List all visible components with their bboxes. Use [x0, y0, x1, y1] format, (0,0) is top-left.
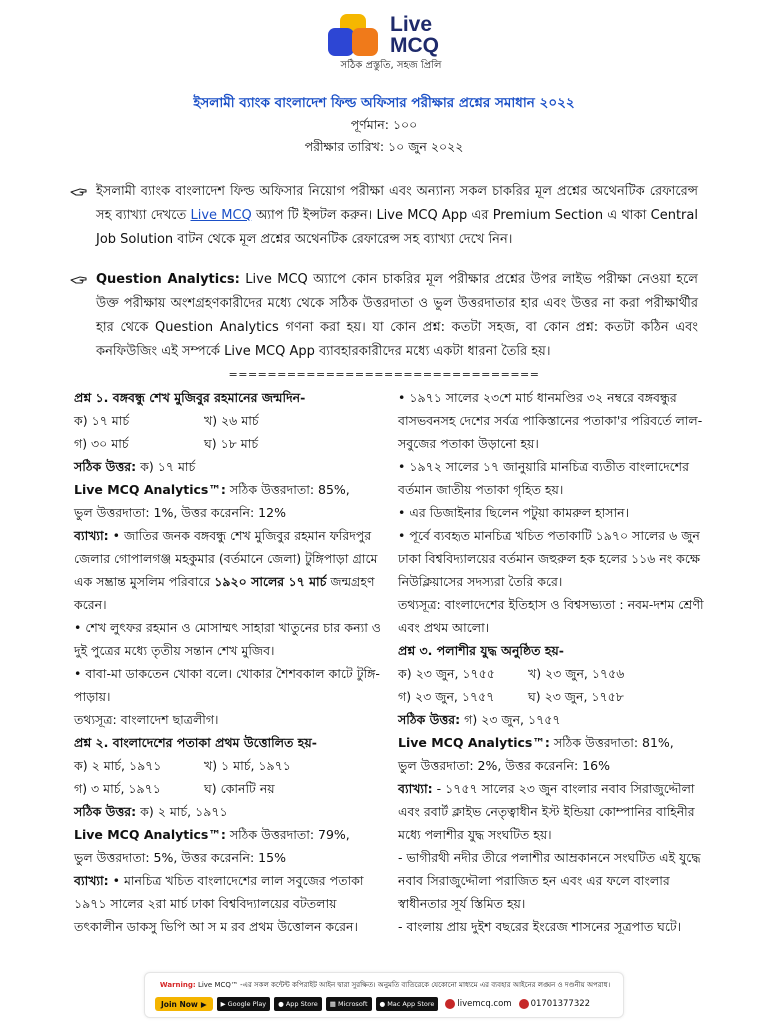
apple-icon: ● — [379, 1000, 386, 1008]
app-store-badge[interactable] — [274, 997, 322, 1011]
q1-explanation-1c: জন্মগ্রহণ করেন। — [74, 574, 375, 612]
phone-link[interactable] — [519, 999, 591, 1009]
q3-option-c: গ) ২৩ জুন, ১৭৫৭ — [398, 689, 495, 704]
intro-bullets — [68, 180, 698, 364]
q1-analytics-correct: সঠিক উত্তরদাতা: 85%, — [225, 482, 350, 497]
left-column — [74, 386, 384, 938]
q2-options — [74, 754, 384, 800]
q2-analytics-rest: ভুল উত্তরদাতা: 5%, উত্তর করেননি: 15% — [74, 850, 286, 865]
footer-banner — [144, 972, 624, 1018]
arrow-right-icon: ▶ — [200, 999, 207, 1009]
q3-option-b: খ) ২৩ জুন, ১৭৫৬ — [528, 666, 625, 681]
intro-bullet-install — [68, 180, 698, 252]
q1-analytics — [74, 478, 384, 501]
phone-label: 01701377322 — [530, 999, 591, 1009]
q2-question: প্রশ্ন ২. বাংলাদেশের পতাকা প্রথম উত্তোলিত হয়- — [74, 735, 317, 750]
globe-icon — [445, 999, 455, 1009]
q1-explanation-label: ব্যাখ্যা: — [74, 528, 109, 543]
footer-links — [155, 996, 617, 1012]
q2-source: তথ্যসূত্র: বাংলাদেশের ইতিহাস ও বিশ্বসভ্যতা : নবম-দশম শ্রেণী এবং প্রথম আলো। — [398, 597, 704, 635]
q2-analytics-label: Live MCQ Analytics™: — [74, 827, 226, 842]
q3-answer-label: সঠিক উত্তর: — [398, 712, 461, 727]
q2-analytics — [74, 823, 384, 846]
q3-explanation-label: ব্যাখ্যা: — [398, 781, 433, 796]
q3-option-a: ক) ২৩ জুন, ১৭৫৫ — [398, 666, 495, 681]
q1-question: প্রশ্ন ১. বঙ্গবন্ধু শেখ মুজিবুর রহমানের জন্মদিন- — [74, 390, 306, 405]
warning-label: Warning: — [159, 981, 196, 989]
apple-icon: ● — [278, 1000, 284, 1008]
app-store-label: App Store — [285, 1000, 318, 1008]
question-analytics-label: Question Analytics: — [96, 272, 240, 287]
copyright-warning — [145, 979, 625, 991]
q1-answer-value: ক) ১৭ মার্চ — [136, 459, 196, 474]
warning-text: Live MCQ™ -এর সকল কন্টেন্ট কপিরাইট আইন দ্বারা সুরক্ষিত। অনুমতি ব্যতিরেকে যেকোনো মাধ্যমে এর ব্যবহার আইনের লঙ্ঘন ও দণ্ডনীয় অপরাধ। — [195, 981, 611, 989]
q3-explanation-1 — [398, 777, 708, 846]
join-now-label: Join Now — [161, 999, 198, 1009]
q2-explanation-4: • এর ডিজাইনার ছিলেন পটুয়া কামরুল হাসান। — [398, 505, 630, 520]
title-block — [0, 92, 768, 158]
q2-answer-label: সঠিক উত্তর: — [74, 804, 137, 819]
q3-options — [398, 662, 708, 708]
q1-answer — [74, 455, 384, 478]
microsoft-label: Microsoft — [337, 1000, 368, 1008]
q2-option-a: ক) ২ মার্চ, ১৯৭১ — [74, 758, 162, 773]
windows-icon: ▦ — [329, 1000, 336, 1008]
q3-analytics — [398, 731, 708, 754]
q1-explanation-1b: ১৯২০ সালের ১৭ মার্চ — [214, 574, 327, 589]
q1-explanation-2: • শেখ লুৎফর রহমান ও মোসাম্মৎ সাহারা খাতুনের চার কন্যা ও দুই পুত্রের মধ্যে তৃতীয় সন্তান শেখ মুজিব। — [74, 620, 381, 658]
page-title: ইসলামী ব্যাংক বাংলাদেশ ফিল্ড অফিসার পরীক্ষার প্রশ্নের সমাধান ২০২২ — [193, 95, 575, 111]
mac-app-store-label: Mac App Store — [387, 1000, 435, 1008]
pointing-hand-icon — [70, 271, 88, 289]
website-link[interactable] — [445, 999, 511, 1009]
pointing-hand-icon — [70, 183, 88, 201]
q3-analytics-label: Live MCQ Analytics™: — [398, 735, 550, 750]
header — [0, 12, 768, 72]
q3-option-d: ঘ) ২৩ জুন, ১৭৫৮ — [528, 689, 624, 704]
q3-answer-value: গ) ২৩ জুন, ১৭৫৭ — [460, 712, 561, 727]
q1-option-c: গ) ৩০ মার্চ — [74, 436, 129, 451]
q3-answer — [398, 708, 708, 731]
exam-date: পরীক্ষার তারিখ: ১০ জুন ২০২২ — [304, 139, 464, 154]
logo-text-line2: MCQ — [390, 34, 439, 57]
microsoft-badge[interactable] — [326, 997, 372, 1011]
website-label: livemcq.com — [457, 999, 512, 1009]
intro-bullet-analytics — [68, 268, 698, 364]
q2-answer-value: ক) ২ মার্চ, ১৯৭১ — [136, 804, 228, 819]
q1-options — [74, 409, 384, 455]
phone-icon — [519, 999, 529, 1009]
q2-answer — [74, 800, 384, 823]
q1-answer-label: সঠিক উত্তর: — [74, 459, 137, 474]
q3-analytics-rest: ভুল উত্তরদাতা: 2%, উত্তর করেননি: 16% — [398, 758, 610, 773]
tagline: সঠিক প্রস্তুতি, সহজ প্রিলি — [340, 60, 442, 71]
q2-option-d: ঘ) কোনটি নয় — [204, 781, 275, 796]
q1-source: তথ্যসূত্র: বাংলাদেশ ছাত্রলীগ। — [74, 712, 219, 727]
q2-explanation-label: ব্যাখ্যা: — [74, 873, 109, 888]
google-play-badge[interactable] — [217, 997, 271, 1011]
question-analytics-text: Live MCQ অ্যাপে কোন চাকরির মূল পরীক্ষার প্রশ্নের উপর লাইভ পরীক্ষা নেওয়া হলে উক্ত পরীক্ষায় অংশগ্রহণকারীদের মধ্যে থেকে সঠিক উত্তরদাতা ও ভুল উত্তরদাতার হার এবং উত্তর না করা পরীক্ষার্থীর হার থেকে Question Analytics গণনা করা হয়। যা কোন প্রশ্ন: কতটা সহজ, বা কোন প্রশ্ন: কতটা কঠিন এবং কনফিউজিং এই সম্পর্কে Live MCQ App ব্যাবহারকারীদের মধ্যে একটা ধারনা তৈরি হয়। — [96, 272, 698, 359]
q1-option-b: খ) ২৬ মার্চ — [204, 413, 259, 428]
q2-explanation-1-text: • মানচিত্র খচিত বাংলাদেশের লাল সবুজের পতাকা ১৯৭১ সালের ২রা মার্চ ঢাকা বিশ্ববিদ্যালয়ের বটতলায় তৎকালীন ডাকসু ভিপি আ স ম রব প্রথম উত্তোলন করেন। — [74, 873, 364, 934]
q1-explanation-3: • বাবা-মা ডাকতেন খোকা বলে। খোকার শৈশবকাল কাটে টুঙ্গি-পাড়ায়। — [74, 666, 380, 704]
q3-explanation-3: - বাংলায় প্রায় দুইশ বছরের ইংরেজ শাসনের সূত্রপাত ঘটে। — [398, 919, 682, 934]
q2-option-c: গ) ৩ মার্চ, ১৯৭১ — [74, 781, 161, 796]
full-marks: পূর্ণমান: ১০০ — [350, 117, 418, 132]
q2-analytics-correct: সঠিক উত্তরদাতা: 79%, — [225, 827, 350, 842]
q1-analytics-rest: ভুল উত্তরদাতা: 1%, উত্তর করেননি: 12% — [74, 505, 286, 520]
intro-bullet-install-text-post: অ্যাপ টি ইন্সটল করুন। Live MCQ App এর Premium Section এ থাকা Central Job Solution বাটন থেকে মূল প্রশ্নের অথেনটিক রেফারেন্স সহ ব্যাখ্যা দেখে নিন। — [96, 208, 698, 247]
q1-option-d: ঘ) ১৮ মার্চ — [204, 436, 259, 451]
logo-text — [390, 14, 439, 56]
live-mcq-link[interactable]: Live MCQ — [190, 208, 252, 223]
right-column — [398, 386, 708, 938]
q2-explanation-5: • পূর্বে ব্যবহৃত মানচিত্র খচিত পতাকাটি ১৯৭০ সালের ৬ জুন ঢাকা বিশ্ববিদ্যালয়ের বর্তমান জহুরুল হক হলের ১১৬ নং কক্ষে নিউক্লিয়াসের সদস্যরা তৈরি করে। — [398, 528, 701, 589]
q1-explanation-1a: • জাতির জনক বঙ্গবন্ধু শেখ মুজিবুর রহমান ফরিদপুর জেলার গোপালগঞ্জ মহকুমার (বর্তমানে জেলা) টুঙ্গিপাড়া গ্রামে এক সম্ভ্রান্ত মুসলিম পরিবারে — [74, 528, 378, 589]
q2-explanation-3: • ১৯৭২ সালের ১৭ জানুয়ারি মানচিত্র ব্যতীত বাংলাদেশের বর্তমান জাতীয় পতাকা গৃহিত হয়। — [398, 459, 689, 497]
mac-app-store-badge[interactable] — [376, 997, 439, 1011]
q2-explanation-2: • ১৯৭১ সালের ২৩শে মার্চ ধানমণ্ডির ৩২ নম্বরে বঙ্গবন্ধুর বাসভবনসহ দেশের সর্বত্র পাকিস্তানের পতাকা'র পরিবর্তে লাল-সবুজের পতাকা উড়ানো হয়। — [398, 390, 703, 451]
q3-question: প্রশ্ন ৩. পলাশীর যুদ্ধ অনুষ্ঠিত হয়- — [398, 643, 564, 658]
join-now-button[interactable] — [155, 997, 213, 1011]
logo-text-line1: Live — [390, 13, 433, 36]
q1-option-a: ক) ১৭ মার্চ — [74, 413, 130, 428]
q2-option-b: খ) ১ মার্চ, ১৯৭১ — [204, 758, 291, 773]
q3-analytics-correct: সঠিক উত্তরদাতা: 81%, — [549, 735, 674, 750]
logo — [326, 12, 456, 72]
q2-explanation-1 — [74, 869, 384, 938]
google-play-label: Google Play — [227, 1000, 267, 1008]
google-play-icon: ▶ — [220, 1000, 226, 1008]
q1-explanation-1 — [74, 524, 384, 616]
intro-bullet-install-text-pre: ইসলামী ব্যাংক বাংলাদেশ ফিল্ড অফিসার নিয়োগ পরীক্ষা এবং অন্যান্য সকল চাকরির মূল প্রশ্নের অথেনটিক রেফারেন্স সহ ব্যাখ্যা দেখতে — [96, 184, 698, 223]
section-divider: ================================ — [228, 368, 540, 381]
q1-analytics-label: Live MCQ Analytics™: — [74, 482, 226, 497]
live-mcq-logo-icon — [326, 14, 380, 58]
q3-explanation-2: - ভাগীরথী নদীর তীরে পলাশীর আম্রকাননে সংঘটিত এই যুদ্ধে নবাব সিরাজুদ্দৌলা পরাজিত হন এবং এর ফলে বাংলার স্বাধীনতার সূর্য স্তিমিত হয়। — [398, 850, 701, 911]
q3-explanation-1-text: - ১৭৫৭ সালের ২৩ জুন বাংলার নবাব সিরাজুদ্দৌলা এবং রবার্ট ক্লাইভ নেতৃত্বাধীন ইস্ট ইন্ডিয়া কোম্পানির বাহিনীর মধ্যে পলাশীর যুদ্ধ সংঘটিত হয়। — [398, 781, 695, 842]
